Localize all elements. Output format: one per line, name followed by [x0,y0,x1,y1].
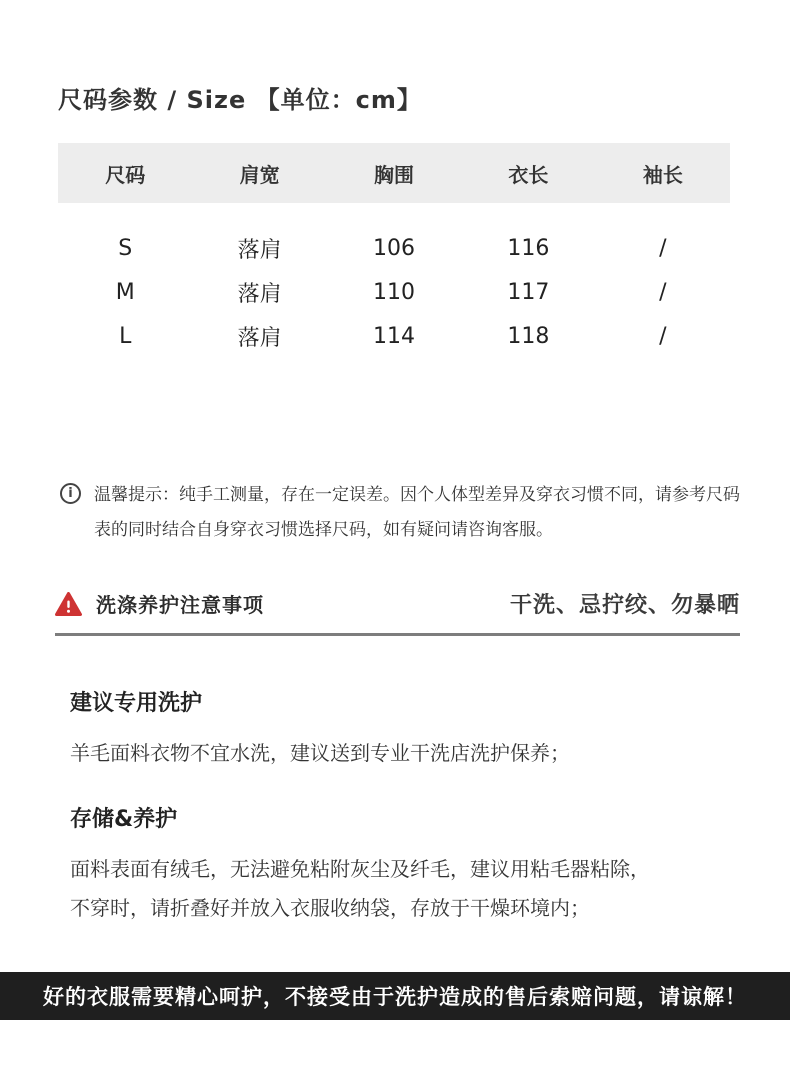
table-cell: 落肩 [237,325,282,351]
table-cell: S [118,235,133,261]
size-tip [60,478,740,548]
size-table-body [58,226,730,358]
care-block-body: 羊毛面料衣物不宜水洗，建议送到专业干洗店洗护保养； [70,741,570,765]
table-cell: 117 [507,279,550,305]
tip-text: 温馨提示：纯手工测量，存在一定误差。因个人体型差异及穿衣习惯不同，请参考尺码表的同时结合自身穿衣习惯选择尺码，如有疑问请咨询客服。 [94,485,740,540]
table-row [58,226,730,270]
care-block-wash [70,686,730,773]
care-section-title: 洗涤养护注意事项 [96,593,264,617]
size-table-header-row [58,143,730,203]
table-cell: 116 [507,235,550,261]
page-title: 尺码参数 / Size 【单位：cm】 [58,86,422,114]
table-cell: / [659,279,667,305]
footer-notice-text: 好的衣服需要精心呵护，不接受由于洗护造成的售后索赔问题，请谅解！ [43,985,747,1009]
table-cell: 114 [373,323,416,349]
warning-triangle-icon [55,592,82,616]
table-cell: 落肩 [237,281,282,307]
table-cell: L [119,323,132,349]
footer-notice-bar [0,972,790,1020]
table-cell: 118 [507,323,550,349]
size-table [58,143,730,358]
table-cell: 106 [373,235,416,261]
table-row [58,270,730,314]
table-cell: M [115,279,135,305]
care-section-title-group [55,589,264,618]
care-block-heading: 存储&养护 [70,807,178,832]
table-row [58,314,730,358]
table-cell: / [659,323,667,349]
care-block-heading: 建议专用洗护 [70,691,203,716]
size-table-header-sleeve: 袖长 [642,162,683,187]
size-table-header-shoulder: 肩宽 [239,162,280,187]
size-table-header-size: 尺码 [105,162,146,187]
care-section-header [55,588,740,636]
care-block-storage [70,802,730,928]
care-methods-text: 干洗、忌拧绞、勿暴晒 [509,593,740,618]
table-cell: / [659,235,667,261]
info-circle-icon: i [60,483,81,504]
table-cell: 110 [373,279,416,305]
size-table-header-bust: 胸围 [374,162,415,187]
size-table-header-length: 衣长 [508,162,549,187]
care-block-body: 面料表面有绒毛，无法避免粘附灰尘及纤毛，建议用粘毛器粘除，不穿时，请折叠好并放入衣服收纳袋，存放于干燥环境内； [70,857,650,920]
table-cell: 落肩 [237,237,282,263]
